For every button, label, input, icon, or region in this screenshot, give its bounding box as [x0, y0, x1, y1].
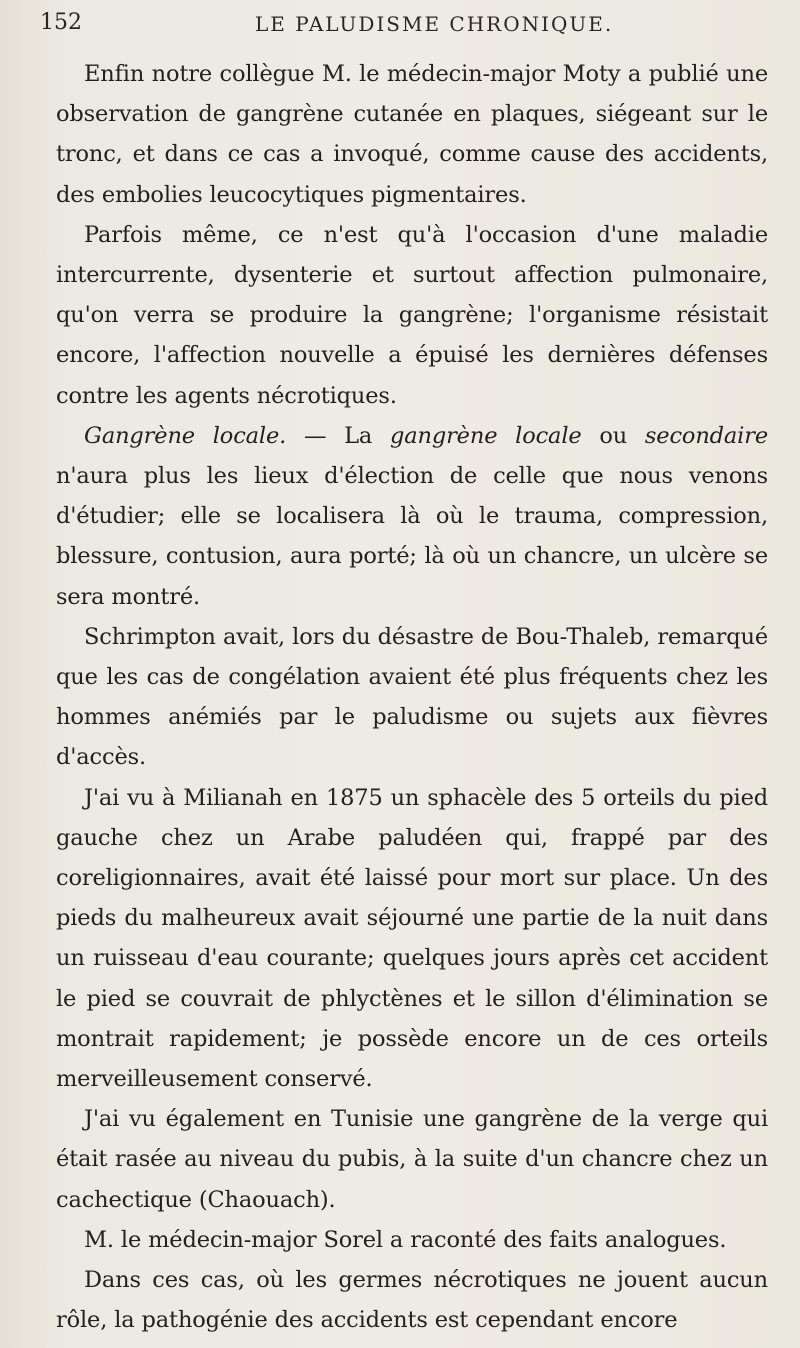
paragraph: M. le médecin-major Sorel a raconté des faits analogues. — [84, 1226, 727, 1253]
paragraph: Enfin notre collègue M. le médecin-major Moty a publié une observation de gangrène cutanée en plaques, siégeant sur le tronc, et dans ce cas a invoqué, comme cause des accidents, des embolies leucocytiques pigmentaires. — [56, 61, 768, 208]
paragraph: Dans ces cas, où les germes nécrotiques ne jouent aucun rôle, la pathogénie des accidents est cependant encore — [56, 1267, 768, 1334]
paragraph: J'ai vu également en Tunisie une gangrène de la verge qui était rasée au niveau du pubis, à la suite d'un chancre chez un cachectique (Chaouach). — [56, 1106, 768, 1213]
italic-term: secondaire — [644, 422, 768, 449]
paragraph-text: — La — [286, 422, 390, 449]
body-text — [56, 54, 768, 1341]
paragraph-text: n'aura plus les lieux d'élection de celle que nous venons d'étudier; elle se localisera là où le trauma, compression, blessure, contusion, aura porté; là où un chancre, un ulcère se sera montré. — [56, 463, 768, 610]
section-heading: Gangrène locale. — [84, 422, 287, 449]
paragraph: J'ai vu à Milianah en 1875 un sphacèle des 5 orteils du pied gauche chez un Arabe paludéen qui, frappé par des coreligionnaires, avait été laissé pour mort sur place. Un des pieds du malheureux avait séjourné une partie de la nuit dans un ruisseau d'eau courante; quelques jours après cet accident le pied se couvrait de phlyctènes et le sillon d'élimination se montrait rapidement; je possède encore un de ces orteils merveilleusement conservé. — [56, 784, 768, 1093]
paragraph — [56, 416, 768, 617]
paragraph-text: ou — [581, 422, 645, 449]
paragraph: Parfois même, ce n'est qu'à l'occasion d'une maladie intercurrente, dysenterie et surtout affection pulmonaire, qu'on verra se produire la gangrène; l'organisme résistait encore, l'affection nouvelle a épuisé les dernières défenses contre les agents nécrotiques. — [56, 221, 768, 409]
paragraph: Schrimpton avait, lors du désastre de Bou-Thaleb, remarqué que les cas de congélation avaient été plus fréquents chez les hommes anémiés par le paludisme ou sujets aux fièvres d'accès. — [56, 623, 768, 771]
italic-term: gangrène locale — [389, 422, 582, 449]
running-title: LE PALUDISME CHRONIQUE. — [255, 12, 614, 36]
page-number: 152 — [40, 10, 82, 35]
page-header — [40, 6, 760, 46]
